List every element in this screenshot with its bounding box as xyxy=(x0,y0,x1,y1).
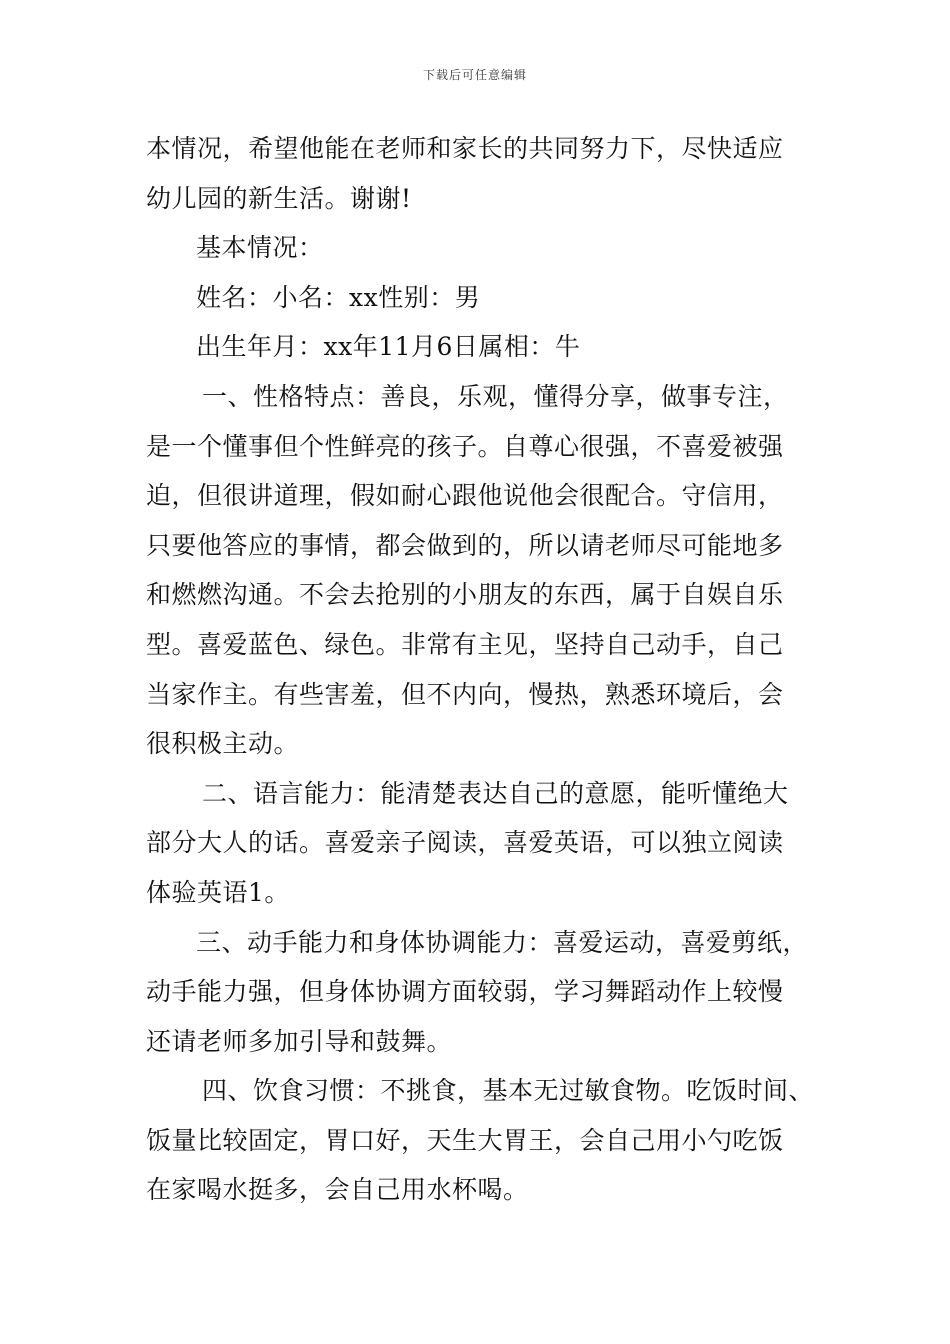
text-line: 和燃燃沟通。不会去抢别的小朋友的东西，属于自娱自乐 xyxy=(146,580,784,610)
text-line: 还请老师多加引导和鼓舞。 xyxy=(146,1026,453,1056)
document-body xyxy=(146,124,816,1215)
text-line: 动手能力强，但身体协调方面较弱，学习舞蹈动作上较慢 xyxy=(146,977,784,1007)
text-line: 出生年月：xx年11月6日属相：牛 xyxy=(196,332,581,362)
text-line: 是一个懂事但个性鲜亮的孩子。自尊心很强，不喜爱被强 xyxy=(146,431,784,461)
text-line: 饭量比较固定，胃口好，天生大胃王，会自己用小勺吃饭 xyxy=(146,1125,784,1155)
text-line: 很积极主动。 xyxy=(146,729,300,759)
text-line: 幼儿园的新生活。谢谢! xyxy=(146,183,412,213)
text-line: 本情况，希望他能在老师和家长的共同努力下，尽快适应 xyxy=(146,134,784,163)
page-header: 下载后可任意编辑 xyxy=(422,68,527,82)
paragraph-start: 四、饮食习惯：不挑食，基本无过敏食物。吃饭时间、 xyxy=(202,1076,815,1106)
text-line: 只要他答应的事情，都会做到的，所以请老师尽可能地多 xyxy=(146,530,784,560)
text-line: 当家作主。有些害羞，但不内向，慢热，熟悉环境后，会 xyxy=(146,679,784,709)
text-line: 姓名：小名：xx性别：男 xyxy=(196,282,481,312)
section-heading: 基本情况： xyxy=(196,233,324,263)
paragraph-start: 二、语言能力：能清楚表达自己的意愿，能听懂绝大 xyxy=(202,778,789,808)
text-line: 迫，但很讲道理，假如耐心跟他说他会很配合。守信用， xyxy=(146,481,784,511)
text-line: 体验英语1。 xyxy=(146,877,290,907)
paragraph-start: 一、性格特点：善良，乐观，懂得分享，做事专注， xyxy=(202,381,789,411)
text-line: 部分大人的话。喜爱亲子阅读，喜爱英语，可以独立阅读 xyxy=(146,828,784,858)
paragraph-start: 三、动手能力和身体协调能力：喜爱运动，喜爱剪纸， xyxy=(196,927,809,957)
text-line: 型。喜爱蓝色、绿色。非常有主见，坚持自己动手，自己 xyxy=(146,629,784,659)
text-line: 在家喝水挺多，会自己用水杯喝。 xyxy=(146,1175,529,1205)
